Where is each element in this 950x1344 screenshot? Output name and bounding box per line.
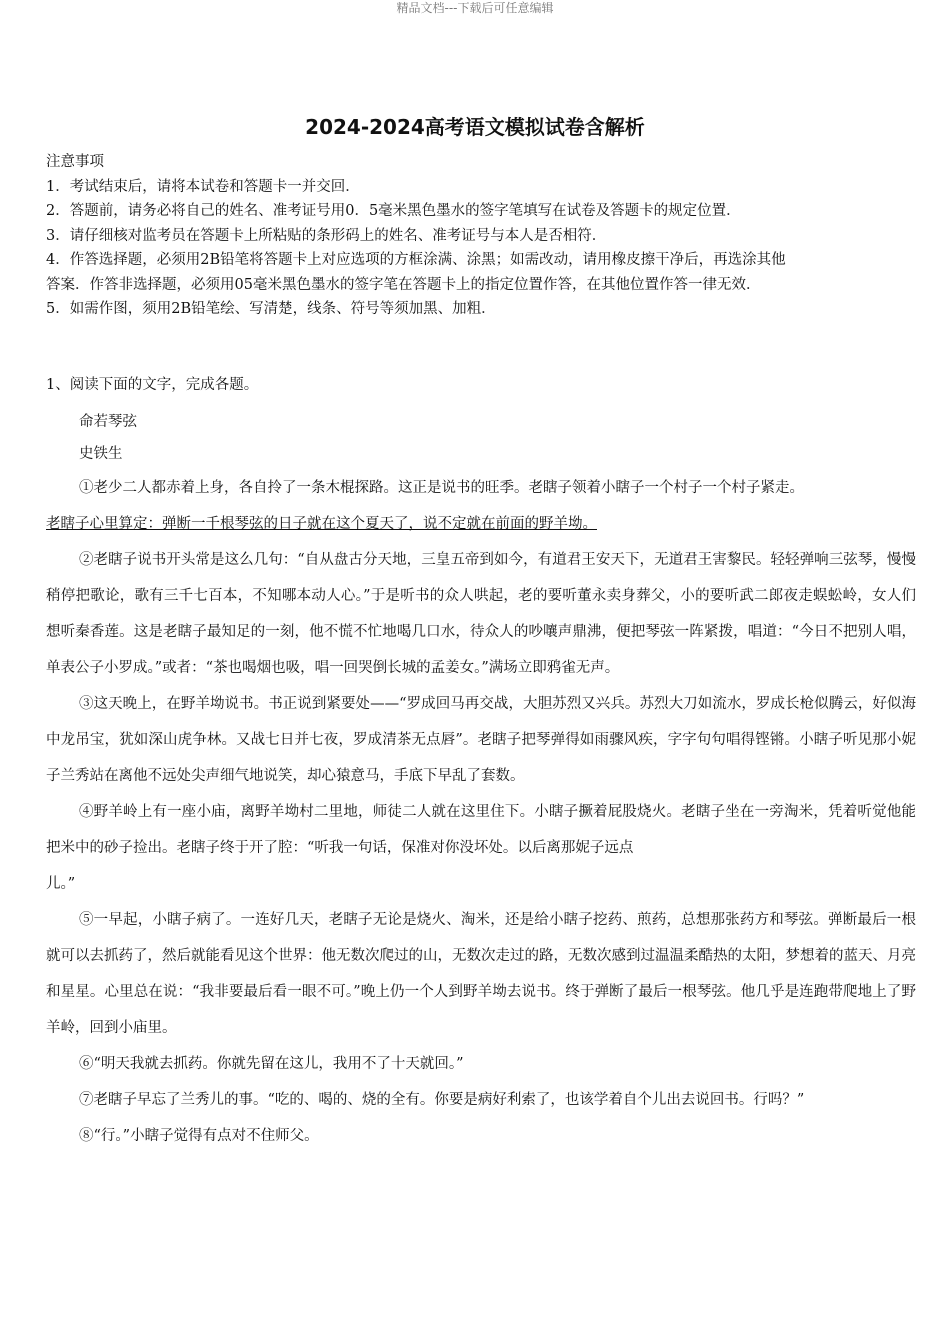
- document-title: 2024-2024高考语文模拟试卷含解析: [305, 115, 645, 139]
- notes-item: 4．作答选择题，必须用2B铅笔将答题卡上对应选项的方框涂满、涂黑；如需改动，请用橡皮擦干净后，再选涂其他: [46, 252, 786, 268]
- paragraph-4: [46, 794, 916, 902]
- header-watermark: 精品文档---下载后可任意编辑: [396, 1, 554, 15]
- notes-item: 3．请仔细核对监考员在答题卡上所粘贴的条形码上的姓名、准考证号与本人是否相符．: [46, 227, 607, 244]
- paragraph-7: ⑦老瞎子早忘了兰秀儿的事。“吃的、喝的、烧的全有。你要是病好利索了，也该学着自个儿出去说回书。行吗？”: [79, 1092, 805, 1108]
- question-prompt: 1、阅读下面的文字，完成各题。: [46, 377, 259, 393]
- paragraph-1-underlined: 老瞎子心里算定：弹断一千根琴弦的日子就在这个夏天了，说不定就在前面的野羊坳。: [46, 516, 597, 532]
- notes-section: [46, 150, 916, 322]
- notes-item: 1．考试结束后，请将本试卷和答题卡一并交回．: [46, 178, 360, 195]
- paragraph-3: ③这天晚上，在野羊坳说书。书正说到紧要处——“罗成回马再交战，大胆苏烈又兴兵。苏烈大刀如流水，罗成长枪似腾云，好似海中龙吊宝，犹如深山虎争林。又战七日并七夜，罗成清茶无点唇”。老瞎子把琴弹得如雨骤风疾，字字句句唱得铿锵。小瞎子听见那小妮子兰秀站在离他不远处尖声细气地说笑，却心猿意马，手底下早乱了套数。: [46, 696, 916, 784]
- paragraph-1-line-a: ①老少二人都赤着上身，各自拎了一条木棍探路。这正是说书的旺季。老瞎子领着小瞎子一个村子一个村子紧走。: [79, 480, 804, 496]
- notes-heading: 注意事项: [46, 154, 104, 170]
- story-title: 命若琴弦: [79, 414, 137, 430]
- paragraph-8: ⑧“行。”小瞎子觉得有点对不住师父。: [79, 1128, 319, 1144]
- notes-item: 答案．作答非选择题，必须用05毫米黑色墨水的签字笔在答题卡上的指定位置作答，在其他位置作答一律无效．: [46, 276, 761, 293]
- story-author: 史铁生: [79, 446, 123, 462]
- paragraph-4-text: ④野羊岭上有一座小庙，离野羊坳村二里地，师徒二人就在这里住下。小瞎子撅着屁股烧火。老瞎子坐在一旁淘米，凭着听觉他能把米中的砂子捡出。老瞎子终于开了腔：“听我一句话，保准对你没坏处。以后离那妮子远点: [46, 804, 916, 856]
- paragraph-5: ⑤一早起，小瞎子病了。一连好几天，老瞎子无论是烧火、淘米，还是给小瞎子挖药、煎药，总想那张药方和琴弦。弹断最后一根就可以去抓药了，然后就能看见这个世界：他无数次爬过的山，无数次走过的路，无数次感到过温温柔酷热的太阳，梦想着的蓝天、月亮和星星。心里总在说：“我非要最后看一眼不可。”晚上仍一个人到野羊坳去说书。终于弹断了最后一根琴弦。他几乎是连跑带爬地上了野羊岭，回到小庙里。: [46, 912, 916, 1036]
- notes-item: 2．答题前，请务必将自己的姓名、准考证号用0．5毫米黑色墨水的签字笔填写在试卷及答题卡的规定位置．: [46, 203, 741, 219]
- notes-item: 5．如需作图，须用2B铅笔绘、写清楚，线条、符号等须加黑、加粗．: [46, 301, 496, 317]
- paragraph-6: ⑥“明天我就去抓药。你就先留在这儿，我用不了十天就回。”: [79, 1056, 464, 1072]
- paragraph-4-end: 儿。”: [46, 876, 76, 892]
- paragraph-2: ②老瞎子说书开头常是这么几句：“自从盘古分天地，三皇五帝到如今，有道君王安天下，无道君王害黎民。轻轻弹响三弦琴，慢慢稍停把歌论，歌有三千七百本，不知哪本动人心。”于是听书的众人哄起，老的要听董永卖身葬父，小的要听武二郎夜走蜈蚣岭，女人们想听秦香莲。这是老瞎子最知足的一刻，他不慌不忙地喝几口水，待众人的吵嚷声鼎沸，便把琴弦一阵紧拨，唱道：“今日不把别人唱，单表公子小罗成。”或者：“茶也喝烟也吸，唱一回哭倒长城的孟姜女。”满场立即鸦雀无声。: [46, 552, 916, 676]
- reading-passage: [46, 372, 916, 1154]
- paragraph-1: [46, 470, 916, 542]
